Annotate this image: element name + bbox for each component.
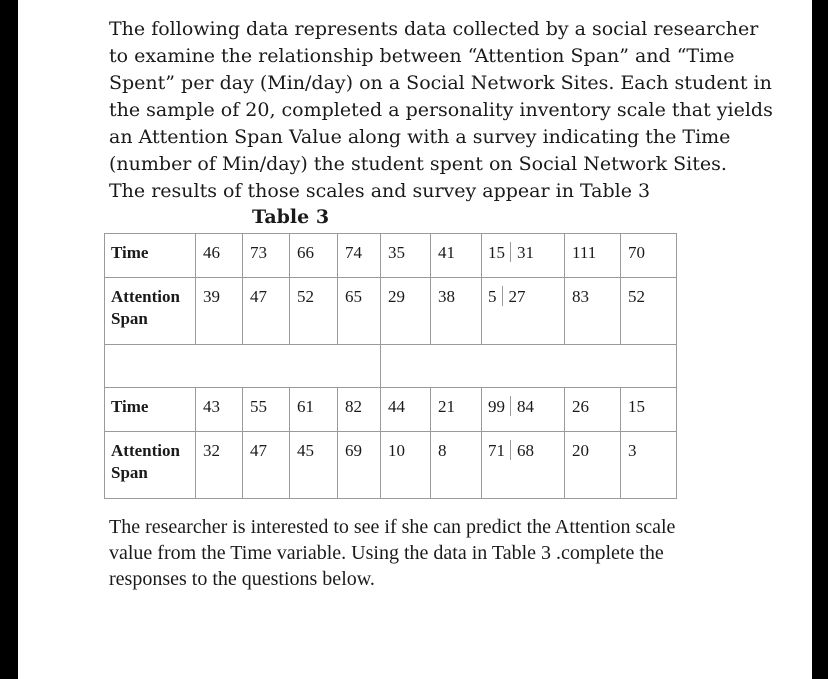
row-label-text: Time	[111, 243, 149, 262]
cell-value: 35	[388, 243, 405, 262]
cell-value: 52	[297, 287, 314, 306]
table-cell	[621, 278, 677, 345]
cell-value: 111	[572, 243, 597, 262]
table-cell	[565, 388, 621, 432]
table-cell	[431, 278, 482, 345]
table-cell	[381, 278, 431, 345]
table-cell-pair	[482, 278, 565, 345]
table-cell-pair	[482, 432, 565, 499]
cell-divider	[502, 286, 503, 306]
cell-divider	[510, 242, 511, 262]
cell-value: 32	[203, 441, 220, 460]
cell-value: 74	[345, 243, 362, 262]
table-cell	[338, 234, 381, 278]
intro-line: to examine the relationship between “Attention Span” and “Time	[109, 45, 735, 67]
table-cell	[431, 388, 482, 432]
table-cell	[431, 234, 482, 278]
table-cell	[243, 432, 290, 499]
cell-value: 31	[517, 243, 534, 262]
table-cell	[621, 234, 677, 278]
table-cell	[290, 388, 338, 432]
cell-value: 52	[628, 287, 645, 306]
cell-value: 83	[572, 287, 589, 306]
intro-line: (number of Min/day) the student spent on Social Network Sites.	[109, 153, 727, 175]
table-cell	[621, 388, 677, 432]
table-cell	[196, 388, 243, 432]
cell-value: 44	[388, 397, 405, 416]
cell-divider	[510, 396, 511, 416]
cell-value: 27	[508, 287, 526, 306]
table-cell	[381, 432, 431, 499]
cell-value: 84	[517, 397, 534, 416]
table-cell-pair	[482, 388, 565, 432]
table-cell	[565, 432, 621, 499]
cell-value: 21	[438, 397, 455, 416]
row-label	[105, 278, 196, 345]
table-cell	[243, 388, 290, 432]
row-label	[105, 388, 196, 432]
cell-value: 68	[517, 441, 534, 460]
table-cell	[290, 432, 338, 499]
table-cell	[338, 388, 381, 432]
table-cell	[196, 278, 243, 345]
table-cell	[381, 234, 431, 278]
table-cell	[338, 278, 381, 345]
row-label-text: Attention Span	[111, 287, 180, 328]
data-table	[104, 233, 677, 499]
table-cell	[243, 278, 290, 345]
cell-value: 3	[628, 441, 637, 460]
table-row-attention-2	[105, 432, 677, 499]
intro-line: The results of those scales and survey appear in Table 3	[109, 180, 651, 202]
cell-value: 82	[345, 397, 362, 416]
row-label-text: Attention Span	[111, 441, 180, 482]
cell-value: 5	[488, 287, 497, 306]
cell-value: 47	[250, 441, 267, 460]
cell-value: 15	[628, 397, 645, 416]
table-cell	[196, 234, 243, 278]
intro-line: The following data represents data collected by a social researcher	[109, 18, 759, 40]
row-label-text: Time	[111, 397, 149, 416]
row-label	[105, 234, 196, 278]
table-row-empty	[105, 345, 677, 388]
cell-value: 61	[297, 397, 314, 416]
cell-divider	[510, 440, 511, 460]
table-row-time-2	[105, 388, 677, 432]
cell-value: 66	[297, 243, 314, 262]
document-page	[18, 0, 812, 679]
cell-value: 73	[250, 243, 267, 262]
cell-value: 99	[488, 397, 505, 416]
cell-value: 41	[438, 243, 455, 262]
table-cell	[621, 432, 677, 499]
cell-value: 70	[628, 243, 645, 262]
cell-value: 38	[438, 287, 455, 306]
outro-paragraph	[109, 514, 749, 592]
cell-value: 20	[572, 441, 589, 460]
table-cell	[338, 432, 381, 499]
table-cell	[565, 278, 621, 345]
cell-value: 65	[345, 287, 362, 306]
table-cell	[290, 278, 338, 345]
intro-paragraph	[109, 16, 773, 205]
table-cell	[381, 388, 431, 432]
table-cell	[565, 234, 621, 278]
cell-value: 55	[250, 397, 267, 416]
cell-value: 39	[203, 287, 220, 306]
table-caption: Table 3	[252, 206, 330, 228]
outro-line: value from the Time variable. Using the data in Table 3 .complete the	[109, 542, 664, 564]
intro-line: an Attention Span Value along with a survey indicating the Time	[109, 126, 731, 148]
cell-value: 15	[488, 243, 505, 262]
cell-value: 69	[345, 441, 362, 460]
cell-value: 47	[250, 287, 267, 306]
table-cell	[290, 234, 338, 278]
cell-value: 43	[203, 397, 220, 416]
table-cell-pair	[482, 234, 565, 278]
table-cell-empty	[381, 345, 677, 388]
cell-value: 45	[297, 441, 314, 460]
cell-value: 26	[572, 397, 589, 416]
intro-line: Spent” per day (Min/day) on a Social Network Sites. Each student in	[109, 72, 772, 94]
table-cell	[431, 432, 482, 499]
table-cell-empty	[105, 345, 381, 388]
table-row-attention-1	[105, 278, 677, 345]
table-cell	[243, 234, 290, 278]
cell-value: 8	[438, 441, 447, 460]
cell-value: 46	[203, 243, 220, 262]
row-label	[105, 432, 196, 499]
cell-value: 71	[488, 441, 505, 460]
table-row-time-1	[105, 234, 677, 278]
outro-line: The researcher is interested to see if she can predict the Attention scale	[109, 516, 676, 538]
cell-value: 29	[388, 287, 405, 306]
table-cell	[196, 432, 243, 499]
outro-line: responses to the questions below.	[109, 568, 375, 590]
cell-value: 10	[388, 441, 405, 460]
intro-line: the sample of 20, completed a personality inventory scale that yields	[109, 99, 773, 121]
